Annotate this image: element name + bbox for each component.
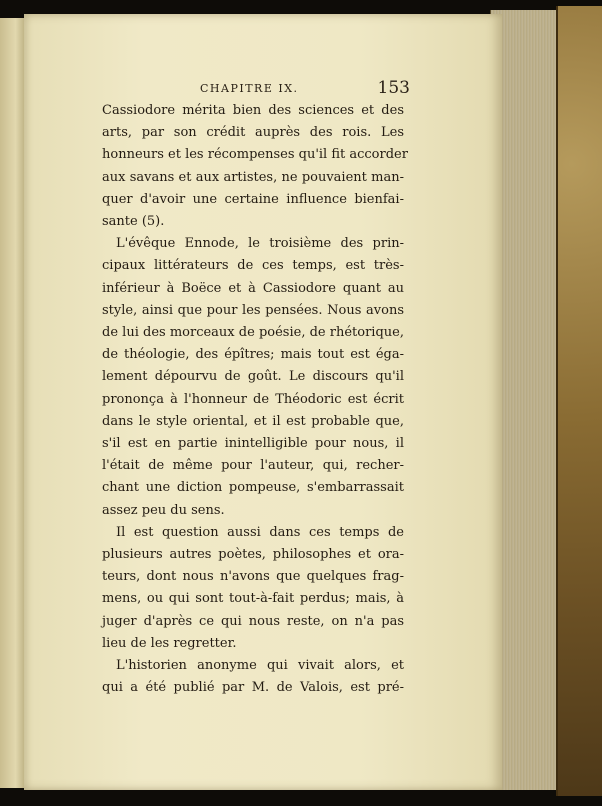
body-text [102, 100, 408, 699]
text-line: L'évêque Ennode, le troisième des prin- [116, 236, 404, 252]
text-line: chant une diction pompeuse, s'embarrassait [102, 480, 404, 496]
text-line: de théologie, des épîtres; mais tout est éga- [102, 347, 404, 363]
text-line: prononça à l'honneur de Théodoric est écrit [102, 391, 404, 407]
page-number: 153 [377, 78, 410, 98]
text-line: qui a été publié par M. de Valois, est pré- [102, 680, 404, 696]
text-line: arts, par son crédit auprès des rois. Les [102, 125, 404, 141]
book-cover [556, 6, 602, 796]
text-line: mens, ou qui sont tout-à-fait perdus; mais, à [102, 591, 404, 607]
text-line: quer d'avoir une certaine influence bienfai- [102, 191, 404, 207]
text-line: sante (5). [102, 214, 165, 230]
running-head: CHAPITRE IX. [200, 82, 299, 95]
text-line: s'il est en partie inintelligible pour nous, il [102, 436, 404, 452]
text-line: teurs, dont nous n'avons que quelques frag- [102, 569, 404, 585]
previous-page-edge [0, 18, 27, 788]
text-line: dans le style oriental, et il est probable que, [102, 413, 404, 429]
text-line: Il est question aussi dans ces temps de [116, 524, 404, 540]
text-line: lement dépourvu de goût. Le discours qu'il [102, 369, 404, 385]
text-line: Cassiodore mérita bien des sciences et des [102, 103, 404, 118]
text-line: cipaux littérateurs de ces temps, est très- [102, 258, 404, 274]
text-line: lieu de les regretter. [102, 635, 237, 651]
page-header [200, 78, 410, 98]
text-line: plusieurs autres poètes, philosophes et ora- [102, 547, 404, 563]
text-line: inférieur à Boëce et à Cassiodore quant au [102, 280, 404, 296]
text-line: de lui des morceaux de poésie, de rhétorique, [102, 325, 404, 341]
text-line: L'historien anonyme qui vivait alors, et [116, 658, 404, 674]
text-line: juger d'après ce qui nous reste, on n'a pas [102, 613, 404, 629]
text-line: style, ainsi que pour les pensées. Nous avons [102, 302, 404, 318]
text-line: honneurs et les récompenses qu'il fit accorder [102, 147, 408, 163]
text-line: l'était de même pour l'auteur, qui, recher- [102, 458, 404, 474]
text-line: assez peu du sens. [102, 502, 225, 518]
text-line: aux savans et aux artistes, ne pouvaient man- [102, 169, 404, 185]
